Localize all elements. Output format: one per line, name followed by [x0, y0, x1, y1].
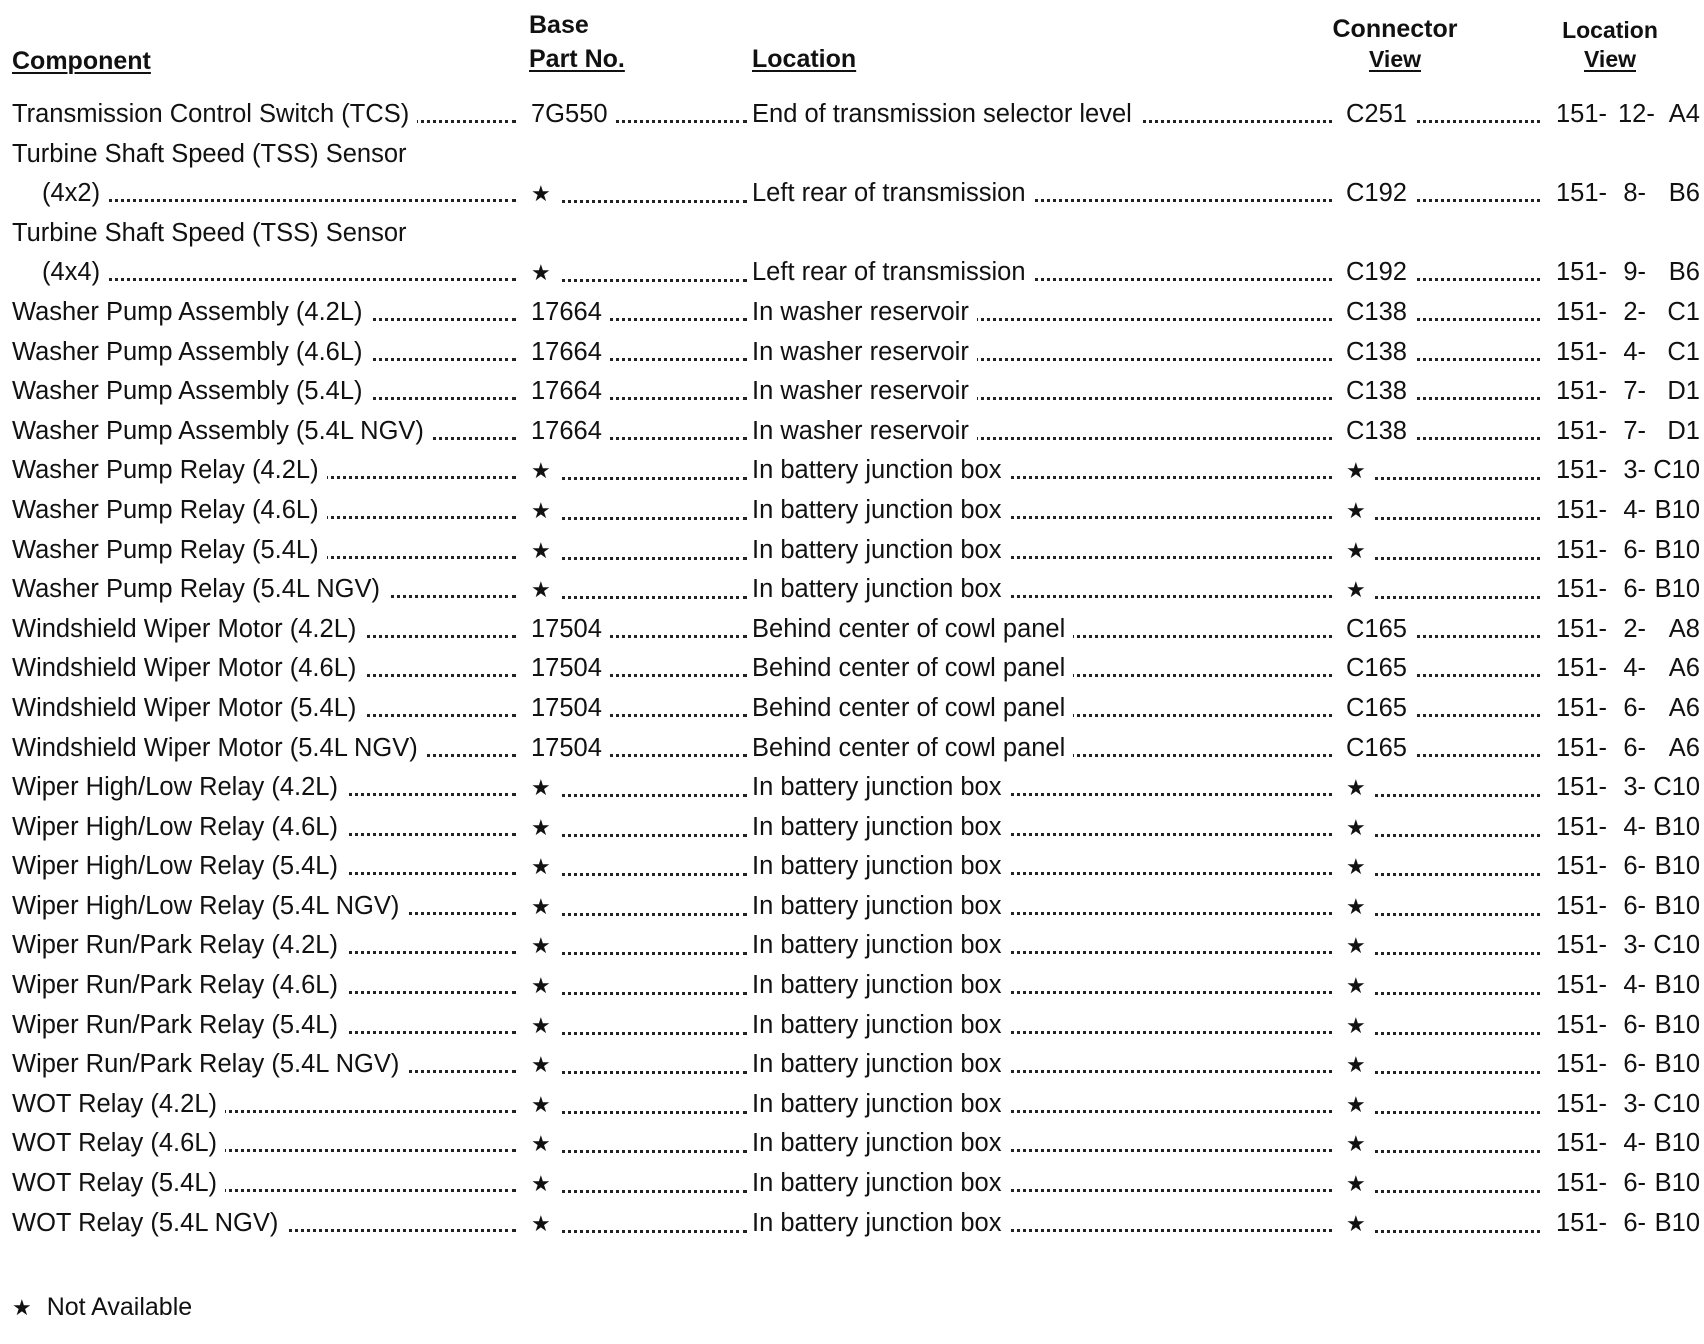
location-view-cell	[1556, 255, 1704, 289]
location-view-cell	[1556, 1087, 1704, 1121]
location-view-page: 151-	[1556, 1208, 1608, 1237]
star-icon: ★	[531, 260, 559, 285]
connector-view-cell: C165	[1346, 731, 1540, 765]
connector-view-cell	[1346, 533, 1540, 568]
connector-view-cell	[1346, 889, 1540, 924]
table-row	[0, 1124, 1704, 1164]
location-cell: In battery junction box	[752, 1008, 1332, 1042]
star-icon: ★	[531, 498, 559, 523]
location-view-cell	[1556, 1008, 1704, 1042]
component-cell: Wiper High/Low Relay (5.4L NGV)	[12, 889, 516, 923]
component-cell: (4x2)	[42, 176, 516, 210]
location-view-page: 151-	[1556, 931, 1608, 960]
header-location-view: Location View	[1562, 17, 1658, 72]
location-view-num: 6-	[1623, 1050, 1646, 1079]
location-view-num: 4-	[1623, 971, 1646, 1000]
location-view-page: 151-	[1556, 654, 1608, 683]
table-row	[0, 570, 1704, 610]
table-row	[0, 887, 1704, 927]
table-row	[0, 768, 1704, 808]
location-view-grid: B10	[1654, 812, 1700, 841]
star-icon: ★	[1346, 1211, 1374, 1236]
star-icon: ★	[531, 1131, 559, 1156]
table-row	[0, 1006, 1704, 1046]
header-location: Location	[752, 45, 857, 73]
table-row	[0, 451, 1704, 491]
location-view-page: 151-	[1556, 1089, 1608, 1118]
location-cell: In battery junction box	[752, 810, 1332, 844]
table-row	[0, 1164, 1704, 1204]
location-cell: Left rear of transmission	[752, 176, 1332, 210]
star-icon: ★	[531, 1013, 559, 1038]
part-number-cell	[531, 255, 747, 290]
component-cell: Wiper High/Low Relay (4.6L)	[12, 810, 516, 844]
location-view-cell	[1556, 414, 1704, 448]
star-icon: ★	[531, 933, 559, 958]
location-view-page: 151-	[1556, 337, 1608, 366]
connector-view-cell: C192	[1346, 176, 1540, 210]
part-number-cell	[531, 1008, 747, 1043]
connector-view-cell: C138	[1346, 414, 1540, 448]
location-cell: In battery junction box	[752, 533, 1332, 567]
location-view-page: 151-	[1556, 971, 1608, 1000]
part-number-cell: 17504	[531, 651, 747, 685]
connector-view-cell	[1346, 968, 1540, 1003]
table-row	[0, 966, 1704, 1006]
location-view-num: 6-	[1623, 693, 1646, 722]
table-row	[0, 1045, 1704, 1085]
location-view-page: 151-	[1556, 377, 1608, 406]
location-view-cell	[1556, 493, 1704, 527]
location-cell: Behind center of cowl panel	[752, 612, 1332, 646]
star-icon: ★	[1346, 498, 1374, 523]
component-cell: Turbine Shaft Speed (TSS) Sensor	[12, 139, 407, 168]
location-cell: End of transmission selector level	[752, 97, 1332, 131]
location-view-cell	[1556, 533, 1704, 567]
location-view-page: 151-	[1556, 891, 1608, 920]
location-view-num: 4-	[1623, 654, 1646, 683]
location-view-grid: A6	[1668, 654, 1700, 683]
location-view-grid: B10	[1654, 852, 1700, 881]
connector-view-cell	[1346, 810, 1540, 845]
table-row	[0, 689, 1704, 729]
location-view-grid: D1	[1667, 416, 1700, 445]
header-component: Component	[12, 47, 151, 75]
location-view-page: 151-	[1556, 693, 1608, 722]
star-icon: ★	[1346, 815, 1374, 840]
part-number-cell	[531, 533, 747, 568]
location-view-grid: B10	[1654, 1010, 1700, 1039]
table-row	[0, 1204, 1704, 1244]
location-cell: Behind center of cowl panel	[752, 651, 1332, 685]
location-view-page: 151-	[1556, 535, 1608, 564]
component-cell: Wiper Run/Park Relay (5.4L NGV)	[12, 1047, 516, 1081]
location-view-cell	[1556, 889, 1704, 923]
location-view-cell	[1556, 651, 1704, 685]
connector-view-cell	[1346, 1126, 1540, 1161]
location-view-grid: C10	[1653, 931, 1700, 960]
part-number-cell	[531, 1126, 747, 1161]
location-view-num: 6-	[1623, 535, 1646, 564]
location-view-page: 151-	[1556, 1010, 1608, 1039]
part-number-cell: 7G550	[531, 97, 747, 131]
location-view-num: 4-	[1623, 495, 1646, 524]
table-row	[0, 491, 1704, 531]
star-icon: ★	[1346, 538, 1374, 563]
connector-view-cell	[1346, 572, 1540, 607]
part-number-cell	[531, 849, 747, 884]
location-cell: In battery junction box	[752, 572, 1332, 606]
location-view-num: 6-	[1623, 1169, 1646, 1198]
location-view-num: 2-	[1623, 614, 1646, 643]
location-view-page: 151-	[1556, 456, 1608, 485]
connector-view-cell	[1346, 1087, 1540, 1122]
connector-view-cell: C251	[1346, 97, 1540, 131]
component-cell: Wiper High/Low Relay (4.2L)	[12, 770, 516, 804]
table-row	[0, 729, 1704, 769]
location-view-grid: B10	[1654, 575, 1700, 604]
star-icon: ★	[1346, 894, 1374, 919]
location-cell: In battery junction box	[752, 453, 1332, 487]
component-cell: Wiper Run/Park Relay (4.2L)	[12, 928, 516, 962]
location-view-num: 2-	[1623, 297, 1646, 326]
location-view-cell	[1556, 731, 1704, 765]
part-number-cell	[531, 810, 747, 845]
connector-view-cell	[1346, 1047, 1540, 1082]
part-number-cell: 17664	[531, 414, 747, 448]
connector-view-cell: C165	[1346, 691, 1540, 725]
location-view-grid: B6	[1668, 179, 1700, 208]
footnote-text: Not Available	[46, 1293, 193, 1321]
location-cell: In battery junction box	[752, 770, 1332, 804]
location-view-grid: C1	[1667, 297, 1700, 326]
location-view-cell	[1556, 1126, 1704, 1160]
location-view-cell	[1556, 1166, 1704, 1200]
location-view-num: 4-	[1623, 812, 1646, 841]
location-view-page: 151-	[1556, 1169, 1608, 1198]
location-view-num: 4-	[1623, 1129, 1646, 1158]
connector-view-cell	[1346, 849, 1540, 884]
location-view-num: 6-	[1623, 852, 1646, 881]
location-view-num: 12-	[1618, 100, 1655, 128]
footnote	[12, 1290, 192, 1325]
table-row	[0, 1085, 1704, 1125]
location-view-cell	[1556, 1206, 1704, 1240]
location-view-num: 7-	[1623, 377, 1646, 406]
part-number-cell	[531, 493, 747, 528]
star-icon: ★	[1346, 973, 1374, 998]
connector-view-cell	[1346, 1206, 1540, 1241]
location-view-cell	[1556, 810, 1704, 844]
component-cell: WOT Relay (4.6L)	[12, 1126, 516, 1160]
location-cell: In battery junction box	[752, 849, 1332, 883]
location-view-page: 151-	[1556, 100, 1608, 128]
star-icon: ★	[1346, 854, 1374, 879]
component-cell: Windshield Wiper Motor (5.4L)	[12, 691, 516, 725]
part-number-cell	[531, 176, 747, 211]
location-cell: Left rear of transmission	[752, 255, 1332, 289]
location-cell: In battery junction box	[752, 1126, 1332, 1160]
star-icon: ★	[531, 1052, 559, 1077]
table-row	[0, 174, 1704, 214]
connector-view-cell	[1346, 453, 1540, 488]
star-icon: ★	[1346, 1013, 1374, 1038]
star-icon: ★	[531, 775, 559, 800]
connector-view-cell	[1346, 770, 1540, 805]
star-icon: ★	[531, 815, 559, 840]
connector-view-cell	[1346, 1008, 1540, 1043]
location-view-num: 9-	[1623, 258, 1646, 287]
table-row	[0, 649, 1704, 689]
connector-view-cell: C192	[1346, 255, 1540, 289]
component-cell: WOT Relay (5.4L NGV)	[12, 1206, 516, 1240]
location-view-grid: A6	[1668, 693, 1700, 722]
location-view-cell	[1556, 928, 1704, 962]
part-number-cell: 17664	[531, 335, 747, 369]
location-view-grid: B6	[1668, 258, 1700, 287]
location-cell: In washer reservoir	[752, 374, 1332, 408]
component-cell: Washer Pump Relay (4.6L)	[12, 493, 516, 527]
component-cell: Washer Pump Relay (5.4L NGV)	[12, 572, 516, 606]
location-view-grid: A8	[1668, 614, 1700, 643]
location-view-num: 6-	[1623, 1208, 1646, 1237]
star-icon: ★	[1346, 1171, 1374, 1196]
table-row	[0, 412, 1704, 452]
location-view-grid: B10	[1654, 1169, 1700, 1198]
location-view-cell	[1556, 97, 1704, 131]
part-number-cell: 17504	[531, 612, 747, 646]
star-icon: ★	[531, 458, 559, 483]
part-number-cell	[531, 928, 747, 963]
component-cell: Washer Pump Assembly (5.4L)	[12, 374, 516, 408]
location-view-page: 151-	[1556, 258, 1608, 287]
location-view-grid: B10	[1654, 891, 1700, 920]
location-view-num: 3-	[1623, 931, 1646, 960]
location-view-page: 151-	[1556, 852, 1608, 881]
component-cell: Washer Pump Assembly (4.6L)	[12, 335, 516, 369]
star-icon: ★	[1346, 933, 1374, 958]
part-number-cell	[531, 572, 747, 607]
component-cell: (4x4)	[42, 255, 516, 289]
component-cell: Windshield Wiper Motor (4.6L)	[12, 651, 516, 685]
connector-view-cell	[1346, 1166, 1540, 1201]
location-view-page: 151-	[1556, 495, 1608, 524]
location-view-grid: B10	[1654, 535, 1700, 564]
component-table	[0, 95, 1704, 1243]
location-view-grid: C10	[1653, 773, 1700, 802]
location-view-page: 151-	[1556, 575, 1608, 604]
star-icon: ★	[1346, 775, 1374, 800]
star-icon: ★	[531, 538, 559, 563]
location-view-page: 151-	[1556, 812, 1608, 841]
star-icon: ★	[531, 1092, 559, 1117]
connector-view-cell	[1346, 493, 1540, 528]
location-cell: In battery junction box	[752, 1087, 1332, 1121]
component-cell: Transmission Control Switch (TCS)	[12, 97, 516, 131]
location-view-cell	[1556, 374, 1704, 408]
part-number-cell: 17504	[531, 731, 747, 765]
part-number-cell	[531, 889, 747, 924]
location-cell: In battery junction box	[752, 889, 1332, 923]
location-view-grid: B10	[1654, 495, 1700, 524]
location-view-num: 6-	[1623, 891, 1646, 920]
table-row	[0, 372, 1704, 412]
location-view-cell	[1556, 691, 1704, 725]
table-row	[0, 214, 1704, 254]
component-cell: Washer Pump Relay (4.2L)	[12, 453, 516, 487]
location-view-grid: A4	[1668, 100, 1700, 128]
location-view-num: 7-	[1623, 416, 1646, 445]
location-view-grid: B10	[1654, 971, 1700, 1000]
star-icon: ★	[12, 1295, 32, 1320]
table-row	[0, 333, 1704, 373]
location-view-cell	[1556, 968, 1704, 1002]
part-number-cell	[531, 1166, 747, 1201]
component-cell: Washer Pump Assembly (5.4L NGV)	[12, 414, 516, 448]
part-number-cell	[531, 1047, 747, 1082]
location-view-page: 151-	[1556, 733, 1608, 762]
location-view-cell	[1556, 335, 1704, 369]
location-view-page: 151-	[1556, 297, 1608, 326]
location-view-page: 151-	[1556, 179, 1608, 208]
location-view-grid: B10	[1654, 1129, 1700, 1158]
location-cell: Behind center of cowl panel	[752, 691, 1332, 725]
table-row	[0, 135, 1704, 175]
part-number-cell: 17664	[531, 295, 747, 329]
component-cell: Wiper Run/Park Relay (5.4L)	[12, 1008, 516, 1042]
location-view-grid: C10	[1653, 1089, 1700, 1118]
location-view-page: 151-	[1556, 1050, 1608, 1079]
location-view-grid: D1	[1667, 377, 1700, 406]
location-view-grid: C1	[1667, 337, 1700, 366]
star-icon: ★	[1346, 1052, 1374, 1077]
table-row	[0, 926, 1704, 966]
star-icon: ★	[1346, 458, 1374, 483]
part-number-cell	[531, 1087, 747, 1122]
component-cell: Wiper Run/Park Relay (4.6L)	[12, 968, 516, 1002]
location-view-num: 6-	[1623, 733, 1646, 762]
component-cell: Windshield Wiper Motor (5.4L NGV)	[12, 731, 516, 765]
part-number-cell	[531, 968, 747, 1003]
star-icon: ★	[531, 854, 559, 879]
location-cell: Behind center of cowl panel	[752, 731, 1332, 765]
location-view-num: 3-	[1623, 1089, 1646, 1118]
table-row	[0, 253, 1704, 293]
part-number-cell: 17504	[531, 691, 747, 725]
location-cell: In battery junction box	[752, 1166, 1332, 1200]
location-view-cell	[1556, 453, 1704, 487]
header-part-number: Base Part No.	[529, 11, 625, 73]
location-view-grid: C10	[1653, 456, 1700, 485]
location-cell: In battery junction box	[752, 928, 1332, 962]
location-view-num: 6-	[1623, 1010, 1646, 1039]
component-cell: Wiper High/Low Relay (5.4L)	[12, 849, 516, 883]
location-view-cell	[1556, 176, 1704, 210]
table-row	[0, 610, 1704, 650]
location-cell: In battery junction box	[752, 1206, 1332, 1240]
star-icon: ★	[531, 1171, 559, 1196]
connector-view-cell: C138	[1346, 335, 1540, 369]
component-cell: Windshield Wiper Motor (4.2L)	[12, 612, 516, 646]
location-view-cell	[1556, 572, 1704, 606]
component-cell: Washer Pump Relay (5.4L)	[12, 533, 516, 567]
connector-view-cell: C138	[1346, 295, 1540, 329]
location-view-page: 151-	[1556, 614, 1608, 643]
location-view-grid: A6	[1668, 733, 1700, 762]
location-cell: In washer reservoir	[752, 295, 1332, 329]
location-cell: In washer reservoir	[752, 335, 1332, 369]
location-view-page: 151-	[1556, 773, 1608, 802]
location-view-num: 3-	[1623, 773, 1646, 802]
star-icon: ★	[1346, 1092, 1374, 1117]
table-row	[0, 95, 1704, 135]
connector-view-cell: C165	[1346, 612, 1540, 646]
star-icon: ★	[531, 181, 559, 206]
star-icon: ★	[531, 1211, 559, 1236]
star-icon: ★	[531, 577, 559, 602]
star-icon: ★	[531, 894, 559, 919]
table-row	[0, 847, 1704, 887]
part-number-cell	[531, 453, 747, 488]
location-cell: In battery junction box	[752, 1047, 1332, 1081]
table-row	[0, 293, 1704, 333]
star-icon: ★	[1346, 577, 1374, 602]
part-number-cell	[531, 1206, 747, 1241]
location-view-grid: B10	[1654, 1208, 1700, 1237]
connector-view-cell	[1346, 928, 1540, 963]
star-icon: ★	[1346, 1131, 1374, 1156]
connector-view-cell: C138	[1346, 374, 1540, 408]
location-view-grid: B10	[1654, 1050, 1700, 1079]
location-view-num: 3-	[1623, 456, 1646, 485]
table-row	[0, 531, 1704, 571]
star-icon: ★	[531, 973, 559, 998]
location-cell: In battery junction box	[752, 968, 1332, 1002]
part-number-cell: 17664	[531, 374, 747, 408]
location-view-cell	[1556, 770, 1704, 804]
header-connector-view: Connector View	[1332, 15, 1458, 72]
location-view-cell	[1556, 1047, 1704, 1081]
location-view-num: 6-	[1623, 575, 1646, 604]
part-number-cell	[531, 770, 747, 805]
location-cell: In washer reservoir	[752, 414, 1332, 448]
location-view-page: 151-	[1556, 1129, 1608, 1158]
location-view-page: 151-	[1556, 416, 1608, 445]
location-view-num: 8-	[1623, 179, 1646, 208]
location-cell: In battery junction box	[752, 493, 1332, 527]
component-cell: WOT Relay (5.4L)	[12, 1166, 516, 1200]
component-cell: Washer Pump Assembly (4.2L)	[12, 295, 516, 329]
connector-view-cell: C165	[1346, 651, 1540, 685]
component-cell: WOT Relay (4.2L)	[12, 1087, 516, 1121]
location-view-cell	[1556, 849, 1704, 883]
location-view-cell	[1556, 295, 1704, 329]
table-row	[0, 808, 1704, 848]
location-view-cell	[1556, 612, 1704, 646]
location-view-num: 4-	[1623, 337, 1646, 366]
component-cell: Turbine Shaft Speed (TSS) Sensor	[12, 218, 407, 247]
